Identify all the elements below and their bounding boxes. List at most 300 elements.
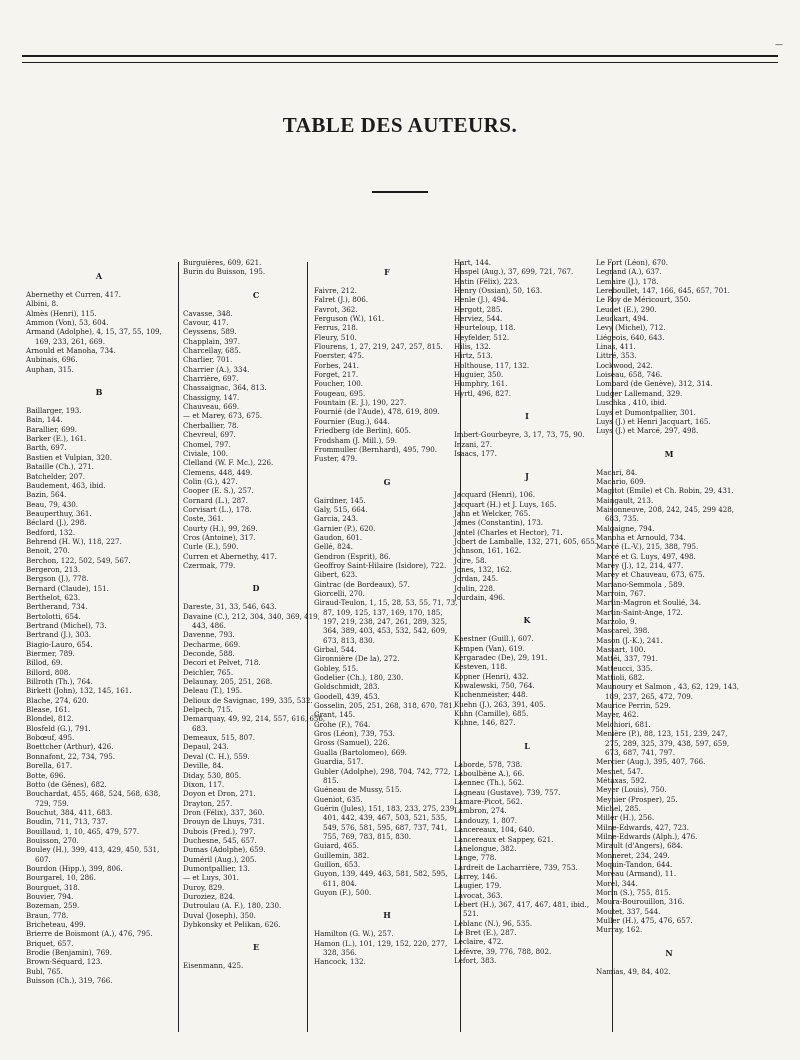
author-entry: Guiard, 465.	[314, 841, 359, 851]
author-entry: Mirault (d'Angers), 684.	[596, 841, 683, 851]
author-entry: Larrey, 146.	[454, 871, 498, 881]
author-entry: Gubler (Adolphe), 298, 704, 742, 772, 815.	[314, 766, 451, 785]
author-entry: Duroy, 829.	[183, 882, 225, 892]
author-entry: Deval (C. H.), 559.	[183, 751, 250, 761]
author-entry: Guéneau de Mussy, 515.	[314, 785, 402, 795]
author-entry: Coste, 361.	[183, 514, 224, 524]
author-entry: Lereboullet, 147, 166, 645, 657, 701.	[596, 286, 730, 296]
author-entry: Burguières, 609, 621.	[183, 258, 262, 267]
author-entry: Birkett (John), 132, 145, 161.	[26, 686, 132, 696]
author-entry: Foerster, 475.	[314, 351, 364, 361]
author-entry: Courty (H.), 99, 269.	[183, 523, 258, 533]
author-entry: Grohe (F.), 764.	[314, 719, 371, 729]
author-entry: Jacquard (Henri), 106.	[454, 490, 536, 500]
author-entry: Cavour, 417.	[183, 318, 229, 328]
author-entry: Dumontpallier, 13.	[183, 863, 250, 873]
author-entry: Bouillaud, 1, 10, 465, 479, 577.	[26, 826, 140, 836]
author-entry: Duval (Joseph), 350.	[183, 910, 256, 920]
author-entry: Blache, 274, 620.	[26, 695, 89, 705]
author-entry: Dareste, 31, 33, 546, 643.	[183, 602, 277, 612]
author-entry: Meynier (Prosper), 25.	[596, 794, 678, 804]
section-letter: B	[95, 387, 103, 398]
author-entry: Borella, 617.	[26, 761, 73, 771]
author-entry: Blosfeld (G.), 791.	[26, 723, 91, 733]
author-entry: — et Luys, 301.	[183, 873, 239, 883]
author-entry: Baillarger, 193.	[26, 406, 82, 416]
author-entry: Bozeman, 259.	[26, 901, 80, 911]
section-letter: J	[525, 471, 529, 482]
author-entry: Leuckart, 494.	[596, 314, 649, 324]
author-entry: Baudement, 463, ibid.	[26, 480, 106, 490]
author-entry: Littré, 353.	[596, 351, 637, 361]
author-entry: Laennec (Th.), 562.	[454, 778, 525, 788]
author-entry: Lemaire (J.), 178.	[596, 276, 659, 286]
author-entry: Biermer, 789.	[26, 649, 75, 659]
author-entry: Dubois (Fred.), 797.	[183, 826, 256, 836]
author-entry: Fountain (E. J.), 190, 227.	[314, 398, 407, 408]
author-entry: Demeaux, 515, 807.	[183, 733, 255, 743]
author-entry: James (Constantin), 173.	[454, 518, 543, 528]
index-column-3	[314, 258, 460, 967]
author-entry: Benoit, 270.	[26, 546, 70, 556]
author-entry: Mattioli, 682.	[596, 673, 645, 683]
author-entry: Bouchardat, 455, 468, 524, 568, 638, 729, 759.	[26, 789, 161, 808]
author-entry: Depaul, 243.	[183, 742, 229, 752]
author-entry: Fleury, 510.	[314, 332, 357, 342]
author-entry: Marcé et G. Luys, 497, 498.	[596, 551, 696, 561]
author-entry: Huguier, 350.	[454, 370, 504, 380]
author-entry: Laborde, 578, 738.	[454, 759, 523, 769]
author-entry: Briquet, 657.	[26, 938, 74, 948]
author-entry: Monneret, 234, 249.	[596, 850, 670, 860]
author-entry: Linas, 411.	[596, 342, 636, 352]
author-entry: Kuhn (Camille), 685.	[454, 709, 529, 719]
author-entry: Leclaire, 472.	[454, 937, 504, 947]
author-entry: Lockwood, 242.	[596, 360, 653, 370]
author-entry: Almès (Henri), 115.	[26, 308, 97, 318]
section-letter: K	[523, 615, 531, 626]
author-entry: Lagneau (Gustave), 739, 757.	[454, 787, 561, 797]
author-entry: Magitot (Emile) et Ch. Robin, 29, 431.	[596, 486, 734, 496]
author-entry: Joulin, 228.	[454, 583, 496, 593]
author-entry: Forget, 217.	[314, 370, 359, 380]
author-entry: Charcellay, 685.	[183, 346, 241, 356]
author-entry: Decharme, 669.	[183, 639, 241, 649]
author-entry: Lambron, 274.	[454, 806, 507, 816]
author-entry: Joire, 58.	[454, 555, 487, 565]
author-entry: Leblanc (N.), 96, 535.	[454, 918, 533, 928]
author-entry: Mason (J.-K.), 241.	[596, 635, 663, 645]
author-entry: Curle (E.), 590.	[183, 542, 239, 552]
top-rule-thin	[22, 62, 778, 63]
author-entry: Gualla (Bartolomeo), 669.	[314, 747, 408, 757]
author-entry: Cooper (E. S.), 257.	[183, 486, 254, 496]
author-entry: Lombard (de Genève), 312, 314.	[596, 379, 713, 389]
author-entry: Moura-Bourouillon, 316.	[596, 897, 685, 907]
author-entry: Fougeau, 695.	[314, 388, 366, 398]
author-entry: Legrand (A.), 637.	[596, 267, 662, 277]
author-entry: Dumas (Adolphe), 659.	[183, 845, 266, 855]
author-entry: Manoha et Arnould, 734.	[596, 532, 686, 542]
author-entry: Ammon (Von), 53, 604.	[26, 318, 109, 328]
author-entry: Bricheteau, 499.	[26, 920, 86, 929]
author-entry: Marcé (L.-V.), 215, 388, 795.	[596, 542, 699, 552]
author-entry: Beau, 79, 430.	[26, 499, 79, 509]
author-entry: Grant, 145.	[314, 710, 356, 720]
author-entry: Henry (Ossian), 50, 163.	[454, 286, 543, 296]
author-entry: Jacquart (H.) et J. Luys, 165.	[454, 499, 557, 509]
author-entry: Lancereaux, 104, 640.	[454, 825, 535, 835]
author-entry: Milne-Edwards (Alph.), 476.	[596, 831, 698, 841]
author-entry: Luschka , 410, ibid.	[596, 398, 667, 408]
author-entry: Mariano-Semmola , 589.	[596, 579, 685, 589]
author-entry: Goldschmidt, 283.	[314, 682, 380, 692]
column-separator	[178, 262, 179, 1032]
author-entry: Forbes, 241.	[314, 360, 359, 370]
author-entry: Godelier (Ch.), 180, 230.	[314, 673, 404, 683]
author-entry: Matteucci, 335.	[596, 663, 653, 673]
author-entry: Kopner (Henri), 432.	[454, 671, 529, 681]
author-entry: Menière (P.), 88, 123, 151, 239, 247, 275, 289, 325, 379, 438, 597, 659, 673, 687, 741, 797.	[596, 729, 730, 757]
author-entry: Charlier, 701.	[183, 355, 233, 365]
author-entry: Martin-Magron et Soulié, 34.	[596, 598, 702, 608]
author-entry: Friedberg (de Berlin), 605.	[314, 426, 411, 436]
author-entry: Demarquay, 49, 92, 214, 557, 616, 656, 683.	[183, 714, 326, 733]
author-entry: Gross (Samuel), 226.	[314, 738, 390, 748]
author-entry: Jantel (Charles et Hector), 71.	[454, 527, 563, 537]
author-entry: Biagio-Lauro, 654.	[26, 639, 93, 649]
author-entry: Albini, 8.	[26, 299, 59, 309]
author-entry: Behrend (H. W.), 118, 227.	[26, 536, 122, 546]
section-letter: N	[665, 947, 673, 958]
author-entry: Mascarel, 398.	[596, 626, 650, 636]
author-entry: Gintrac (de Bordeaux), 57.	[314, 579, 410, 589]
author-entry: Botto (de Gênes), 682.	[26, 779, 107, 789]
author-entry: Bobœuf, 495.	[26, 733, 75, 743]
author-entry: Luys (J.) et Henri Jacquart, 165.	[596, 416, 711, 426]
author-entry: Guyon, 139, 449, 463, 581, 582, 595, 611, 804.	[314, 869, 448, 888]
author-entry: Chomel, 797.	[183, 439, 231, 449]
title-underline	[372, 191, 428, 193]
column-separator	[307, 262, 308, 1032]
author-entry: Bertolotti, 654.	[26, 611, 81, 621]
author-entry: Laboulbène A.), 66.	[454, 769, 525, 779]
author-entry: Kesteven, 118.	[454, 662, 508, 672]
author-entry: Chassigny, 147.	[183, 392, 240, 402]
author-entry: Humphry, 161.	[454, 379, 508, 389]
author-entry: Batchelder, 207.	[26, 471, 85, 481]
author-entry: Ludger Lallemand, 329.	[596, 388, 683, 398]
section-letter: H	[383, 910, 391, 921]
author-entry: Morel, 344.	[596, 878, 638, 888]
author-entry: Decori et Pelvet, 718.	[183, 658, 261, 668]
author-entry: Deconde, 588.	[183, 649, 235, 659]
author-entry: Dutroulau (A. F.), 180, 230.	[183, 901, 282, 911]
author-entry: Boettcher (Arthur), 426.	[26, 742, 114, 752]
section-letter: D	[252, 583, 260, 594]
author-entry: Gironnière (De la), 272.	[314, 654, 400, 664]
author-entry: Cavasse, 348.	[183, 308, 233, 318]
author-entry: Czermak, 779.	[183, 560, 236, 570]
author-entry: Bonnafont, 22, 734, 795.	[26, 751, 116, 761]
author-entry: Brierre de Boismont (A.), 476, 795.	[26, 929, 153, 939]
author-entry: Bertherand, 734.	[26, 602, 88, 612]
author-entry: Davenne, 793.	[183, 630, 235, 640]
author-entry: Berthelot, 623.	[26, 592, 81, 602]
author-entry: Gairdner, 145.	[314, 495, 366, 505]
author-entry: Maurice Perrin, 529.	[596, 701, 671, 711]
author-entry: Bertrand (Michel), 73.	[26, 621, 107, 630]
author-entry: Leudet (E.), 290.	[596, 304, 657, 314]
author-entry: Billord, 808.	[26, 667, 71, 677]
author-entry: Colin (G.), 427.	[183, 476, 238, 486]
author-entry: Duchesne, 545, 657.	[183, 835, 257, 845]
author-entry: Billroth (Th.), 764.	[26, 677, 93, 687]
author-entry: Fournier (Eug.), 644.	[314, 416, 390, 426]
section-letter: C	[252, 289, 260, 300]
author-entry: Bourgarel, 10, 286.	[26, 873, 96, 883]
author-entry: Bedford, 132.	[26, 527, 76, 537]
author-entry: Gosselin, 205, 251, 268, 318, 670, 781.	[314, 701, 456, 711]
author-entry: Auphan, 315.	[26, 364, 74, 374]
author-entry: Kaestner (Guill.), 607.	[454, 634, 534, 644]
author-entry: Guillemin, 382.	[314, 850, 370, 860]
author-entry: Favrot, 362.	[314, 304, 358, 314]
author-entry: Inzani, 27.	[454, 439, 492, 449]
author-entry: Drouyn de Lhuys, 731.	[183, 817, 265, 827]
author-entry: Barth, 697.	[26, 443, 67, 453]
author-entry: Guardia, 517.	[314, 757, 364, 767]
author-entry: Imbert-Gourbeyre, 3, 17, 73, 75, 90.	[454, 430, 585, 440]
author-entry: Flourens, 1, 27, 219, 247, 257, 815.	[314, 342, 443, 352]
index-column-1	[26, 258, 172, 985]
author-entry: Laugier, 179.	[454, 881, 502, 891]
author-entry: Maisonneuve, 208, 242, 245, 299 428, 683, 735.	[596, 504, 735, 524]
author-entry: Moreau (Armand), 11.	[596, 869, 677, 879]
author-entry: Hamilton (G. W.), 257.	[314, 929, 394, 939]
author-entry: Corvisart (L.), 178.	[183, 504, 252, 514]
author-entry: Bouvier, 794.	[26, 891, 74, 901]
author-entry: Brodie (Benjamin), 769.	[26, 948, 112, 958]
author-entry: Abernethy et Curren, 417.	[26, 290, 121, 299]
author-entry: Lanelongue, 382.	[454, 843, 517, 853]
author-entry: Maunoury et Salmon , 43, 62, 129, 143, 189, 237, 265, 472, 709.	[596, 682, 740, 701]
author-entry: Delioux de Savignac, 199, 335, 532.	[183, 695, 313, 705]
author-entry: Jahn et Welcker, 765.	[454, 508, 531, 518]
author-entry: Muller (H.), 475, 476, 657.	[596, 916, 693, 926]
author-entry: Martin-Saint-Ange, 172.	[596, 607, 683, 617]
section-letter: E	[252, 942, 260, 953]
author-entry: Henle (J.), 494.	[454, 295, 509, 305]
author-entry: Hatin (Félix), 223.	[454, 276, 520, 286]
author-entry: Mercier (Aug.), 395, 407, 766.	[596, 757, 706, 767]
author-entry: Jones, 132, 162.	[454, 564, 512, 574]
author-entry: Le Fort (Léon), 670.	[596, 258, 669, 267]
author-entry: Barker (E.), 161.	[26, 434, 87, 444]
author-entry: Gobley, 515.	[314, 663, 359, 673]
section-letter: G	[383, 476, 391, 487]
author-entry: Faivre, 212.	[314, 286, 357, 295]
author-entry: Macario, 609.	[596, 476, 646, 486]
author-entry: Bubl, 765.	[26, 966, 63, 976]
author-entry: Giorcelli, 270.	[314, 588, 365, 598]
section-letter: M	[664, 448, 674, 459]
author-entry: Charrier (A.), 334.	[183, 364, 250, 374]
author-entry: Landouzy, 1, 807.	[454, 815, 518, 825]
author-entry: Cros (Antoine), 317.	[183, 532, 256, 542]
author-entry: Drayton, 257.	[183, 798, 233, 808]
author-entry: Giraud-Teulon, 1, 15, 28, 53, 55, 71, 73, 87, 109, 125, 137, 169, 170, 185, 197, 219, 238, 247, 261, 289, 325, 364, 389, 403, 453, 532, 542, 609, 673, 813, 830.	[314, 598, 458, 645]
author-entry: Macari, 84.	[596, 467, 638, 477]
author-entry: Foucher, 100.	[314, 379, 364, 389]
author-entry: Bouisson, 270.	[26, 835, 79, 845]
author-entry: Frommuller (Bernhard), 495, 790.	[314, 444, 437, 454]
author-entry: Jordan, 245.	[454, 574, 499, 584]
author-entry: Jobert de Lamballe, 132, 271, 605, 655.	[454, 536, 597, 546]
author-entry: Gendron (Esprit), 86.	[314, 551, 391, 561]
author-entry: Fournié (de l'Aude), 478, 619, 809.	[314, 407, 440, 417]
author-entry: Dron (Félix), 337, 360.	[183, 807, 265, 817]
author-entry: Hart, 144.	[454, 258, 491, 267]
author-entry: Duroziez, 824.	[183, 891, 236, 901]
author-entry: Marey (J.), 12, 214, 477.	[596, 560, 684, 570]
author-entry: Gros (Léon), 739, 753.	[314, 729, 395, 739]
author-entry: Garcia, 243.	[314, 514, 359, 524]
author-entry: Kuehn (J.), 263, 391, 405.	[454, 699, 546, 709]
author-entry: Marey et Chauveau, 673, 675.	[596, 570, 705, 580]
author-entry: Buisson (Ch.), 319, 766.	[26, 976, 113, 986]
author-entry: Chapplain, 397.	[183, 336, 240, 346]
author-entry: — et Marey, 673, 675.	[183, 411, 263, 421]
author-entry: Morin (S.), 755, 815.	[596, 888, 671, 897]
author-entry: Aubinais, 696.	[26, 355, 78, 365]
author-entry: Luys et Dumontpallier, 301.	[596, 407, 696, 417]
author-entry: Mesnet, 547.	[596, 766, 644, 776]
page-corner-mark: —	[775, 40, 783, 49]
author-entry: Marzolo, 9.	[596, 617, 637, 627]
author-entry: Chassaignac, 364, 813.	[183, 383, 267, 393]
author-entry: Cherballier, 78.	[183, 420, 239, 430]
section-letter: I	[525, 411, 529, 422]
author-entry: Duméril (Aug.), 205.	[183, 854, 257, 864]
author-entry: Lefèvre, 39, 776, 788, 802.	[454, 946, 552, 956]
author-entry: Lange, 778.	[454, 853, 497, 863]
author-entry: Hancock, 132.	[314, 957, 366, 967]
author-entry: Mattéi, 337, 791.	[596, 654, 659, 664]
author-entry: Bergson (J.), 778.	[26, 574, 89, 584]
author-entry: Béclard (J.), 298.	[26, 518, 87, 528]
author-entry: Maingault, 213.	[596, 495, 654, 505]
section-letter: A	[95, 271, 103, 281]
author-entry: Botte, 696.	[26, 770, 66, 780]
author-entry: Geoffroy Saint-Hilaire (Isidore), 722.	[314, 560, 447, 570]
section-letter: L	[524, 740, 530, 751]
author-entry: Michel, 285.	[596, 803, 641, 813]
author-entry: Bastien et Vulpian, 320.	[26, 452, 112, 462]
author-entry: Lardreit de Lacharrière, 739, 753.	[454, 862, 578, 872]
author-entry: Holthouse, 117, 132.	[454, 360, 530, 370]
author-entry: Kuchenmeister, 448.	[454, 690, 528, 700]
author-entry: Malgaigne, 794.	[596, 523, 655, 533]
author-entry: Massart, 100.	[596, 645, 646, 655]
author-entry: Bataille (Ch.), 271.	[26, 462, 94, 472]
author-entry: Guyon (F.), 500.	[314, 887, 372, 897]
author-entry: Galy, 515, 664.	[314, 504, 368, 514]
author-entry: Moutet, 337, 544.	[596, 906, 661, 916]
author-entry: Milne-Edwards, 427, 723.	[596, 822, 689, 832]
author-entry: Ferguson (W.), 161.	[314, 314, 385, 324]
author-entry: Métaxas, 592.	[596, 775, 647, 785]
author-entry: Goodell, 439, 453.	[314, 691, 380, 701]
author-entry: Isaacs, 177.	[454, 448, 497, 458]
author-entry: Deleau (T.), 195.	[183, 686, 243, 696]
author-entry: Liégeois, 640, 643.	[596, 332, 665, 342]
author-entry: Kergaradec (De), 29, 191.	[454, 653, 548, 662]
author-entry: Armand (Adolphe), 4, 15, 37, 55, 109, 169, 233, 261, 669.	[26, 327, 162, 346]
author-entry: Herviez, 544.	[454, 314, 503, 324]
author-entry: Braun, 778.	[26, 910, 69, 920]
author-entry: Hamon (L.), 101, 129, 152, 220, 277, 328, 356.	[314, 938, 448, 957]
author-entry: Davaine (C.), 212, 304, 340, 369, 419, 443, 486.	[183, 611, 320, 630]
author-entry: Brown-Séquard, 123.	[26, 957, 103, 967]
author-entry: Deichler, 765.	[183, 667, 234, 677]
author-entry: Fuster, 479.	[314, 454, 358, 464]
author-entry: Falret (J.), 806.	[314, 295, 369, 305]
author-entry: Bazin, 564.	[26, 490, 67, 500]
author-entry: Deville, 84.	[183, 761, 224, 771]
author-entry: Gueniot, 635.	[314, 794, 363, 804]
author-entry: Blease, 161.	[26, 705, 71, 715]
author-entry: Heyfelder, 512.	[454, 332, 510, 342]
author-entry: Marroin, 767.	[596, 589, 646, 598]
author-entry: Luys (J.) et Marcé, 297, 498.	[596, 426, 699, 436]
author-entry: Guillon, 653.	[314, 859, 361, 869]
author-entry: Hergott, 285.	[454, 304, 503, 314]
author-entry: Lamare-Picot, 562.	[454, 797, 523, 807]
author-entry: Gibert, 623.	[314, 570, 358, 580]
author-entry: Ferrus, 218.	[314, 323, 359, 333]
author-entry: Ceyssens, 589.	[183, 327, 237, 337]
author-entry: Hilis, 132.	[454, 342, 491, 352]
author-entry: Kempen (Van), 619.	[454, 643, 525, 653]
author-entry: Jourdain, 496.	[454, 592, 505, 602]
author-entry: Levy (Michel), 712.	[596, 323, 666, 333]
author-entry: Haspel (Aug.), 37, 699, 721, 767.	[454, 267, 574, 277]
author-entry: Garnier (P.), 620.	[314, 523, 376, 533]
author-entry: Kowalewski, 750, 764.	[454, 681, 535, 691]
author-entry: Miller (H.), 256.	[596, 813, 655, 823]
author-entry: Gellé, 824.	[314, 542, 353, 552]
author-entry: Boudin, 711, 713, 737.	[26, 817, 108, 827]
author-entry: Beauperthuy, 361.	[26, 508, 92, 518]
author-entry: Moquin-Tandon, 644.	[596, 859, 673, 869]
author-entry: Bertrand (J.), 303.	[26, 630, 92, 640]
author-entry: Lancereaux et Sappey, 621.	[454, 834, 554, 844]
author-entry: Delaunay, 205, 251, 268.	[183, 677, 273, 687]
author-entry: Delpech, 715.	[183, 705, 233, 715]
author-entry: Civiale, 100.	[183, 448, 228, 458]
author-entry: Dybkonsky et Pelikan, 626.	[183, 920, 281, 929]
author-entry: Le Bret (E.), 287.	[454, 927, 517, 937]
author-entry: Hirtz, 513.	[454, 351, 493, 361]
author-entry: Lavocat, 363.	[454, 890, 503, 900]
author-entry: Melchiori, 681.	[596, 719, 651, 729]
author-entry: Kuhne, 146, 827.	[454, 718, 516, 728]
author-entry: Charrière, 697.	[183, 374, 239, 384]
author-entry: Chauveau, 669.	[183, 402, 240, 412]
author-entry: Gaudon, 601.	[314, 532, 363, 542]
author-entry: Le Roy de Méricourt, 350.	[596, 295, 691, 305]
